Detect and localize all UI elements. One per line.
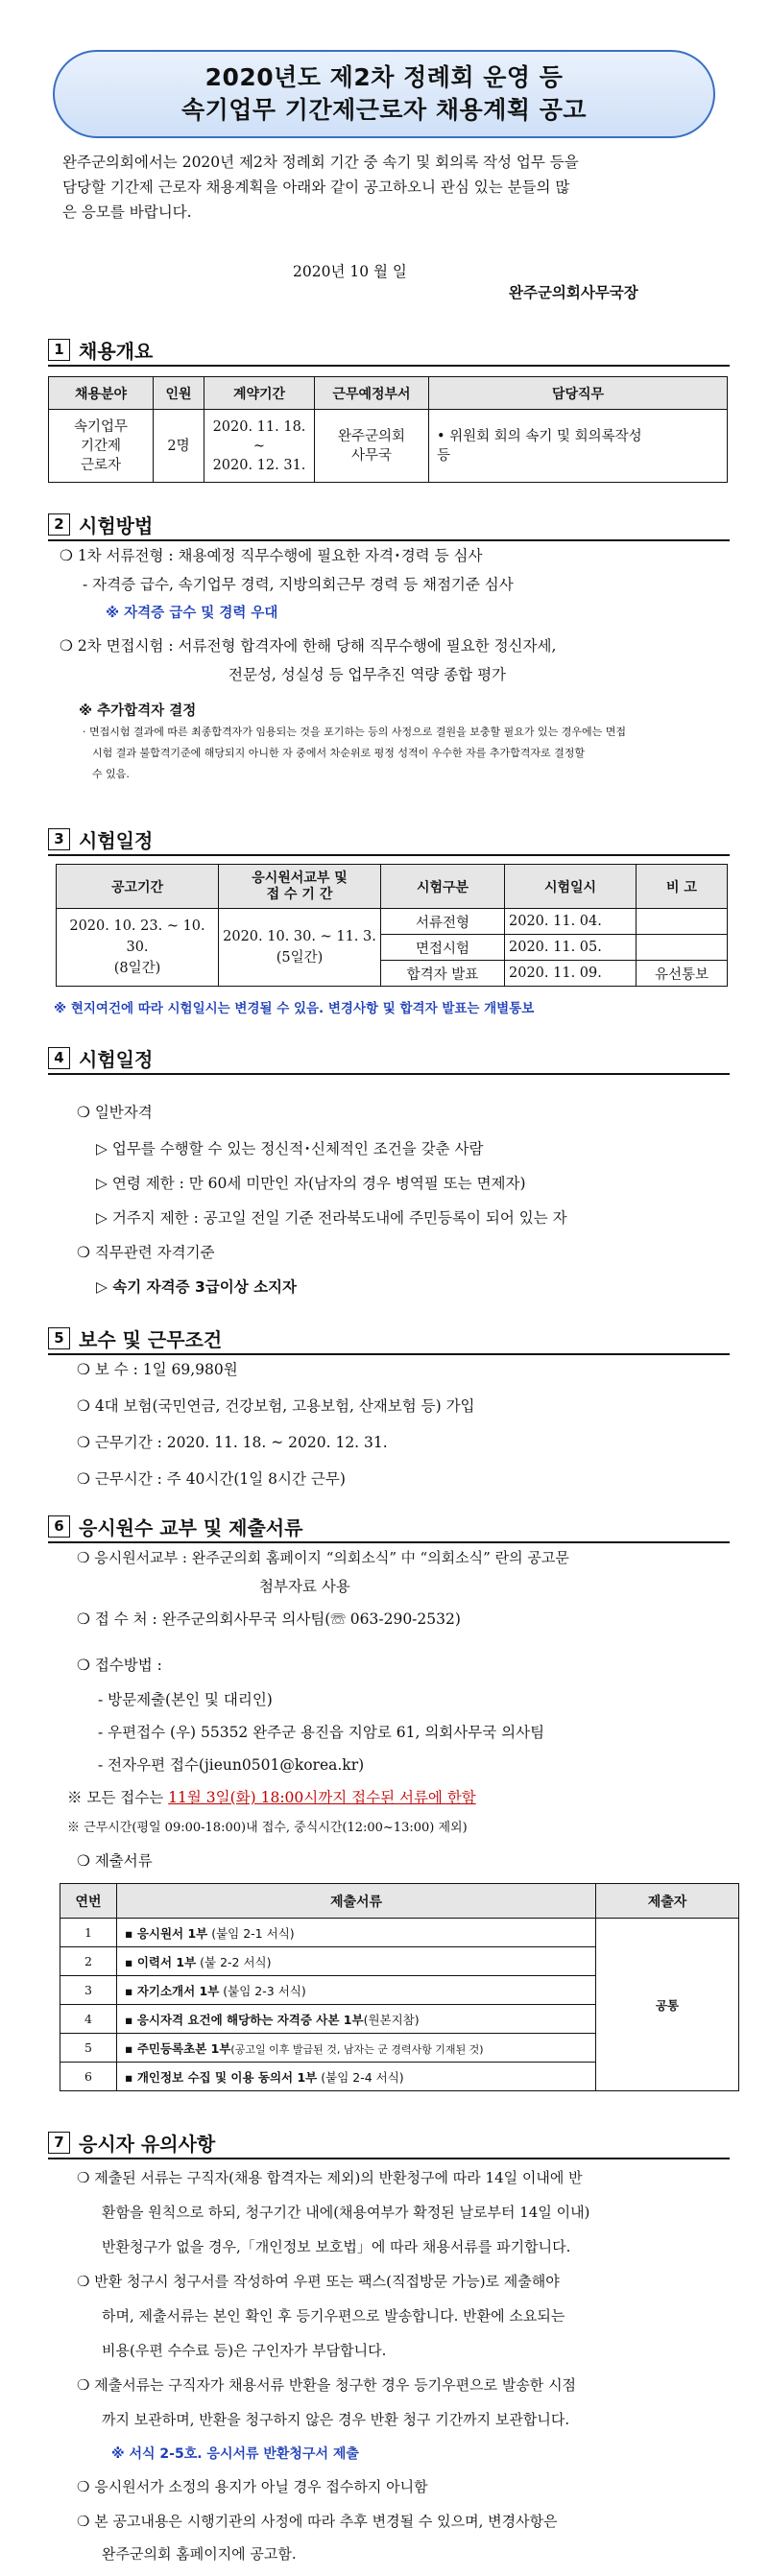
table-header: 시험구분 <box>381 865 505 909</box>
cell-line: 2020. 10. 30. ~ 11. 3. <box>223 929 376 944</box>
table-header: 연번 <box>60 1884 117 1919</box>
table-header: 비 고 <box>637 865 728 909</box>
caution-line: 하며, 제출서류는 본인 확인 후 등기우편으로 발송합니다. 반환에 소요되는 <box>102 2307 565 2325</box>
section-number: 7 <box>48 2132 70 2154</box>
exam-note-cell: 유선통보 <box>637 961 728 987</box>
section-title: 시험방법 <box>79 514 154 537</box>
doc-name <box>117 2005 596 2034</box>
submission-method: - 우편접수 (우) 55352 완주군 용진읍 지암로 61, 의회사무국 의사팀 <box>98 1724 545 1741</box>
table-header: 근무예정부서 <box>315 377 429 410</box>
caution-line: 환함을 원칙으로 하되, 청구기간 내에(채용여부가 확정된 날로부터 14일 이내) <box>102 2204 590 2221</box>
caution-line: 비용(우편 수수료 등)은 구인자가 부담합니다. <box>102 2342 387 2359</box>
table-header: 인원 <box>154 377 204 410</box>
intro-paragraph <box>62 150 725 225</box>
exam-type-cell: 합격자 발표 <box>381 961 505 987</box>
cell-line: 기간제 <box>80 438 122 454</box>
method-item-2-cont: 전문성, 성실성 등 업무추진 역량 종합 평가 <box>228 666 507 683</box>
title-line-1: 2020년도 제2차 정례회 운영 등 <box>204 63 564 91</box>
period-cell <box>204 410 315 483</box>
exam-date-cell: 2020. 11. 04. <box>505 909 637 935</box>
method-item-1-note: ※ 자격증 급수 및 경력 우대 <box>106 606 278 621</box>
method-item-1: ❍ 1차 서류전형 : 채용예정 직무수행에 필요한 자격･경력 등 심사 <box>60 547 483 564</box>
intro-line: 담당할 기간제 근로자 채용계획을 아래와 같이 공고하오니 관심 있는 분들의 많 <box>62 179 570 196</box>
section-divider <box>48 1541 730 1543</box>
extra-pass-text <box>83 722 735 785</box>
submission-method: - 방문제출(본인 및 대리인) <box>98 1691 273 1708</box>
exam-type-cell: 면접시험 <box>381 935 505 961</box>
cell-line: 완주군의회 <box>337 428 406 444</box>
doc-name-rest: (원본지참) <box>363 2012 420 2027</box>
table-header: 공고기간 <box>57 865 219 909</box>
intro-line: 완주군의회에서는 2020년 제2차 정례회 기간 중 속기 및 회의록 작성 업무 등을 <box>62 154 579 171</box>
caution-line: ❍ 반환 청구시 청구서를 작성하여 우편 또는 팩스(직접방문 가능)로 제출해야 <box>77 2273 560 2290</box>
office-hours-notice: ※ 근무시간(평일 09:00-18:00)내 접수, 중식시간(12:00~13:00) 제외) <box>67 1821 468 1835</box>
section-5-heading <box>48 1324 222 1352</box>
issuer: 완주군의회사무국장 <box>509 284 638 301</box>
doc-name-bold: ▪ 응시원서 1부 <box>125 1925 208 1941</box>
dept-cell <box>315 410 429 483</box>
exam-type-cell: 서류전형 <box>381 909 505 935</box>
doc-name-bold: ▪ 이력서 1부 <box>125 1954 197 1969</box>
condition-line: ❍ 근무기간 : 2020. 11. 18. ~ 2020. 12. 31. <box>77 1434 388 1451</box>
doc-name-rest: (붙임 2-4 서식) <box>317 2069 404 2085</box>
date-line: 2020년 10 월 일 <box>293 263 407 280</box>
cell-line: 근로자 <box>80 457 122 473</box>
table-header: 계약기간 <box>204 377 315 410</box>
doc-name <box>117 1976 596 2005</box>
doc-name-rest: (공고일 이후 발급된 것, 남자는 군 경력사항 기재된 것) <box>230 2042 484 2056</box>
cell-line: 속기업무 <box>73 418 129 435</box>
condition-line: ❍ 4대 보험(국민연금, 건강보험, 고용보험, 산재보험 등) 가입 <box>77 1397 475 1415</box>
deadline-prefix: ※ 모든 접수는 <box>67 1789 169 1806</box>
section-number: 3 <box>48 828 70 850</box>
recruitment-overview-table <box>48 376 728 483</box>
section-divider <box>48 1353 730 1355</box>
table-header: 제출자 <box>596 1884 739 1919</box>
doc-number: 6 <box>60 2063 117 2091</box>
cell-line: ~ <box>252 438 266 454</box>
section-number: 1 <box>48 339 70 361</box>
qualification-line: ❍ 직무관련 자격기준 <box>77 1244 215 1261</box>
section-divider <box>48 365 730 367</box>
doc-name-rest: (붙 2-2 서식) <box>196 1954 272 1969</box>
doc-name-rest: (붙임 2-1 서식) <box>207 1925 295 1941</box>
section-divider <box>48 1073 730 1075</box>
title-banner <box>53 50 715 138</box>
doc-name <box>117 2063 596 2091</box>
section-3-heading <box>48 825 153 853</box>
qualification-line: ▷ 속기 자격증 3급이상 소지자 <box>96 1278 297 1296</box>
doc-name <box>117 1947 596 1976</box>
section-number: 2 <box>48 513 70 536</box>
section-title: 채용개요 <box>79 340 154 363</box>
cell-line: (8일간) <box>113 961 161 976</box>
caution-line: 완주군의회 홈페이지에 공고함. <box>102 2545 297 2563</box>
schedule-footnote: ※ 현지여건에 따라 시험일시는 변경될 수 있음. 변경사항 및 합격자 발표는 개별통보 <box>54 1001 535 1016</box>
field-cell <box>49 410 154 483</box>
caution-note: ※ 서식 2-5호. 응시서류 반환청구서 제출 <box>111 2446 359 2462</box>
submission-method-title: ❍ 접수방법 : <box>77 1657 162 1674</box>
application-issue: ❍ 응시원서교부 : 완주군의회 홈페이지 “의회소식” 中 “의회소식” 란의 공고문 <box>77 1549 569 1566</box>
cell-line: 2020. 12. 31. <box>212 457 306 473</box>
cell-line: 2020. 10. 23. ~ 10. 30. <box>69 918 205 955</box>
section-divider <box>48 539 730 541</box>
qualification-line: ▷ 업무를 수행할 수 있는 정신적･신체적인 조건을 갖춘 사람 <box>96 1140 484 1157</box>
method-item-2: ❍ 2차 면접시험 : 서류전형 합격자에 한해 당해 직무수행에 필요한 정신자세, <box>60 637 557 655</box>
qualification-line: ▷ 거주지 제한 : 공고일 전일 기준 전라북도내에 주민등록이 되어 있는 자 <box>96 1209 567 1227</box>
section-6-heading <box>48 1513 302 1540</box>
application-issue-cont: 첨부자료 사용 <box>259 1578 350 1595</box>
documents-title: ❍ 제출서류 <box>77 1852 153 1870</box>
notice-period-cell <box>57 909 219 987</box>
qualification-line: ▷ 연령 제한 : 만 60세 미만인 자(남자의 경우 병역필 또는 면제자) <box>96 1175 526 1192</box>
extra-line: 시험 결과 불합격기준에 해당되지 아니한 자 중에서 차순위로 평정 성적이 우수한 자를 추가합격자로 결정할 <box>92 747 585 759</box>
section-number: 6 <box>48 1515 70 1538</box>
exam-date-cell: 2020. 11. 05. <box>505 935 637 961</box>
doc-name <box>117 2034 596 2063</box>
extra-line: · 면접시험 결과에 따른 최종합격자가 임용되는 것을 포기하는 등의 사정으로 결원을 보충할 필요가 있는 경우에는 면접 <box>83 726 626 738</box>
section-7-heading <box>48 2129 215 2157</box>
caution-line: ❍ 제출된 서류는 구직자(채용 합격자는 제외)의 반환청구에 따라 14일 이내에 반 <box>77 2169 583 2186</box>
deadline-notice <box>67 1785 476 1810</box>
condition-line: ❍ 근무시간 : 주 40시간(1일 8시간 근무) <box>77 1470 346 1488</box>
table-header: 시험일시 <box>505 865 637 909</box>
doc-number: 2 <box>60 1947 117 1976</box>
doc-name-bold: ▪ 응시자격 요건에 해당하는 자격증 사본 1부 <box>125 2012 364 2027</box>
doc-number: 4 <box>60 2005 117 2034</box>
cell-line: 사무국 <box>350 447 393 464</box>
count-cell: 2명 <box>154 410 204 483</box>
caution-line: ❍ 응시원서가 소정의 용지가 아닐 경우 접수하지 아니함 <box>77 2478 428 2495</box>
table-header: 담당직무 <box>429 377 728 410</box>
section-title: 시험일정 <box>79 829 154 852</box>
doc-name-rest: (붙임 2-3 서식) <box>219 1983 306 1998</box>
doc-number: 3 <box>60 1976 117 2005</box>
cell-line: • 위원회 회의 속기 및 회의록작성 <box>437 428 642 444</box>
apply-period-cell <box>219 909 381 987</box>
section-number: 4 <box>48 1047 70 1069</box>
title-line-2: 속기업무 기간제근로자 채용계획 공고 <box>180 96 587 124</box>
section-title: 시험일정 <box>79 1048 154 1071</box>
section-2-heading <box>48 511 153 538</box>
section-title: 보수 및 근무조건 <box>79 1328 223 1351</box>
section-title: 응시자 유의사항 <box>79 2133 216 2156</box>
application-contact: ❍ 접 수 처 : 완주군의회사무국 의사팀(☏ 063-290-2532) <box>77 1610 461 1628</box>
caution-line: ❍ 제출서류는 구직자가 채용서류 반환을 청구한 경우 등기우편으로 발송한 시점 <box>77 2376 577 2394</box>
extra-line: 수 있음. <box>92 768 130 780</box>
table-header: 제출서류 <box>117 1884 596 1919</box>
doc-submitter: 공통 <box>596 1919 739 2091</box>
cell-line: (5일간) <box>276 950 324 966</box>
caution-line: 반환청구가 없을 경우,「개인정보 보호법」에 따라 채용서류를 파기합니다. <box>102 2238 571 2255</box>
section-title: 응시원수 교부 및 제출서류 <box>79 1516 303 1539</box>
caution-line: ❍ 본 공고내용은 시행기관의 사정에 따라 추후 변경될 수 있으며, 변경사항은 <box>77 2513 558 2530</box>
doc-number: 1 <box>60 1919 117 1947</box>
deadline-highlight: 11월 3일(화) 18:00시까지 접수된 서류에 한함 <box>168 1789 476 1806</box>
exam-note-cell <box>637 935 728 961</box>
exam-date-cell: 2020. 11. 09. <box>505 961 637 987</box>
extra-pass-title: ※ 추가합격자 결정 <box>79 704 197 719</box>
caution-line: 까지 보관하며, 반환을 청구하지 않은 경우 반환 청구 기간까지 보관합니다. <box>102 2411 570 2428</box>
qualification-line: ❍ 일반자격 <box>77 1104 153 1121</box>
doc-name <box>117 1919 596 1947</box>
table-header: 응시원서교부 및 접 수 기 간 <box>219 865 381 909</box>
table-header: 채용분야 <box>49 377 154 410</box>
documents-table <box>60 1883 739 2091</box>
doc-number: 5 <box>60 2034 117 2063</box>
doc-name-bold: ▪ 주민등록초본 1부 <box>125 2040 231 2056</box>
cell-line: 등 <box>437 447 451 464</box>
section-1-heading <box>48 336 153 364</box>
section-number: 5 <box>48 1327 70 1349</box>
exam-schedule-table <box>56 864 728 987</box>
doc-name-bold: ▪ 개인정보 수집 및 이용 동의서 1부 <box>125 2069 318 2085</box>
doc-name-bold: ▪ 자기소개서 1부 <box>125 1983 220 1998</box>
intro-line: 은 응모를 바랍니다. <box>62 203 192 221</box>
duty-cell <box>429 410 728 483</box>
condition-line: ❍ 보 수 : 1일 69,980원 <box>77 1361 238 1378</box>
section-divider <box>48 2158 730 2159</box>
submission-method: - 전자우편 접수(jieun0501@korea.kr) <box>98 1756 365 1774</box>
cell-line: 2020. 11. 18. <box>212 418 306 435</box>
method-item-1-sub: - 자격증 급수, 속기업무 경력, 지방의회근무 경력 등 채점기준 심사 <box>83 576 514 593</box>
section-divider <box>48 854 730 856</box>
section-4-heading <box>48 1044 153 1072</box>
exam-note-cell <box>637 909 728 935</box>
